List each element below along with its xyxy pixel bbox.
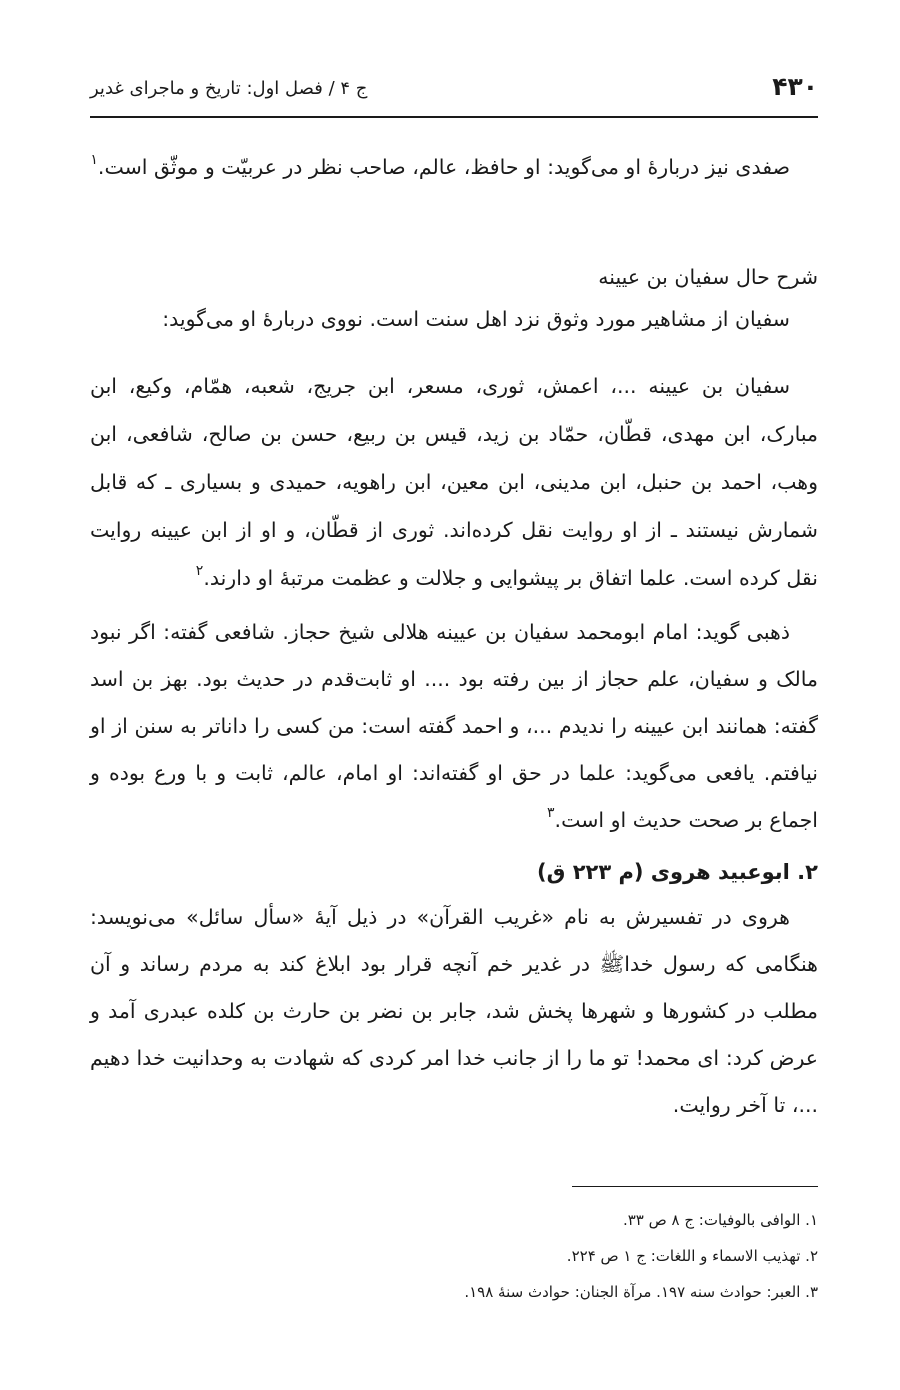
dhahabi-paragraph xyxy=(90,609,818,847)
page-header xyxy=(90,66,818,118)
harawi-text: هروی در تفسیرش به نام «غریب القرآن» در ذیل آیهٔ «سأل سائل» می‌نویسد: هنگامی که رسول خداﷺ در غدیر خم آنچه قرار بود ابلاغ کند به مردم رساند و آن مطلب در کشورها و شهرها پخش شد، جابر بن نضر بن حارث بن کلده عبدری آمد و عرض کرد: ای محمد! تو ما را از جانب خدا امر کردی که شهادت به وحدانیت خدا دهیم ...، تا آخر روایت. xyxy=(90,905,818,1117)
section-title: شرح حال سفیان بن عیینه xyxy=(598,265,818,289)
intro-text: سفیان از مشاهیر مورد وثوق نزد اهل سنت است. نووی دربارهٔ او می‌گوید: xyxy=(162,307,790,331)
harawi-paragraph xyxy=(90,894,818,1129)
book-page xyxy=(90,0,818,1390)
footnote-ref-2: ۲ xyxy=(195,563,204,579)
nawawi-quote xyxy=(90,362,818,605)
running-head: ج ۴ / فصل اول: تاریخ و ماجرای غدیر xyxy=(90,78,368,99)
footnote-1: ۱. الوافی بالوفیات: ج ۸ ص ۳۳. xyxy=(622,1211,818,1229)
dhahabi-text: ذهبی گوید: امام ابومحمد سفیان بن عیینه هلالی شیخ حجاز. شافعی گفته: اگر نبود مالک و سفیان، علم حجاز از بین رفته بود .... او ثابت‌قدم در حدیث بود. بهز بن اسد گفته: همانند ابن عیینه را ندیدم ...، و احمد گفته است: من کسی را داناتر به سنن از او نیافتم. یافعی می‌گوید: علما در حق او گفته‌اند: او امام، عالم، ثابت و با ورع بوده و اجماع بر صحت حدیث او است. xyxy=(90,620,818,832)
footnote-2: ۲. تهذیب الاسماء و اللغات: ج ۱ ص ۲۲۴. xyxy=(566,1247,818,1265)
safadi-paragraph xyxy=(90,144,818,194)
intro-paragraph xyxy=(90,298,818,340)
footnote-ref-1: ۱ xyxy=(90,152,98,168)
section-title-sufyan xyxy=(90,256,818,298)
footnote-divider xyxy=(572,1186,818,1187)
nawawi-text: سفیان بن عیینه ...، اعمش، ثوری، مسعر، ابن جریج، شعبه، همّام، وکیع، ابن مبارک، ابن مهدی، قطّان، حمّاد بن زید، قیس بن ربیع، حسن بن صالح، شافعی، ابن وهب، احمد بن حنبل، ابن مدینی، ابن معین، ابن راهویه، حمیدی و بسیاری ـ که قابل شمارش نیستند ـ از او روایت نقل کرده‌اند. ثوری از قطّان، و او از ابن عیینه روایت نقل کرده است. علما اتفاق بر پیشوایی و جلالت و عظمت مرتبهٔ او دارند. xyxy=(90,374,818,590)
footnote-3: ۳. العبر: حوادث سنه ۱۹۷. مرآة الجنان: حوادث سنهٔ ۱۹۸. xyxy=(464,1283,818,1301)
page-number: ۴۳۰ xyxy=(772,72,818,101)
safadi-text: صفدی نیز دربارهٔ او می‌گوید: او حافظ، عالم، صاحب نظر در عربیّت و موثّق است. xyxy=(97,155,790,179)
section-heading-harawi: ۲. ابوعبید هروی (م ۲۲۳ ق) xyxy=(537,860,818,884)
footnote-ref-3: ۳ xyxy=(547,805,555,821)
footnotes xyxy=(90,1202,818,1310)
